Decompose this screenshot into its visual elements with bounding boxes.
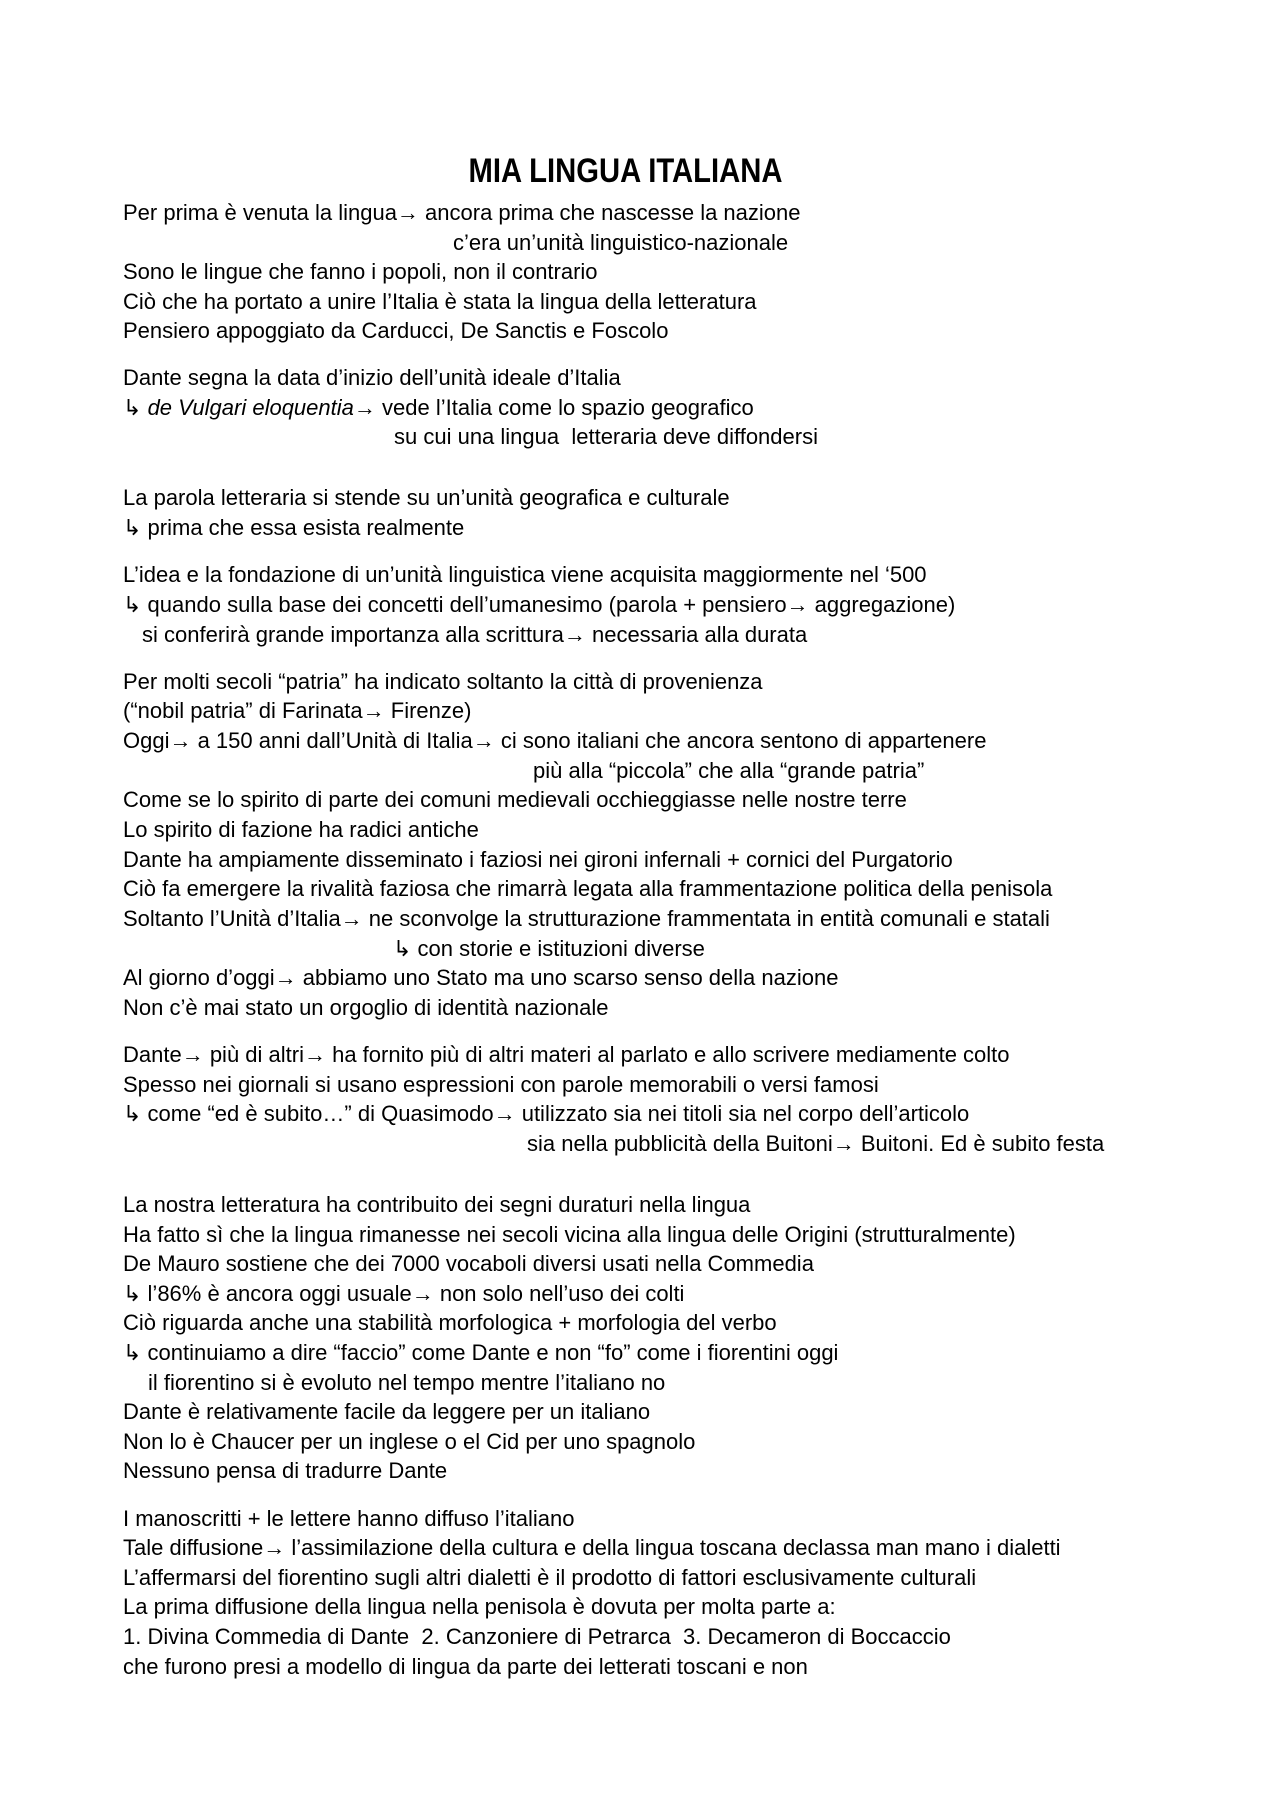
text-line: L’idea e la fondazione di un’unità linguistica viene acquisita maggiormente nel ‘500 xyxy=(123,562,927,587)
text-line: più alla “piccola” che alla “grande patria” xyxy=(533,758,925,783)
text-line: Tale diffusione→ l’assimilazione della cultura e della lingua toscana declassa man mano i dialetti xyxy=(123,1535,1061,1560)
text-line: Dante→ più di altri→ ha fornito più di altri materi al parlato e allo scrivere mediamente colto xyxy=(123,1042,1010,1067)
text-fragment: → vede l’Italia come lo spazio geografico xyxy=(353,395,754,420)
text-line: Lo spirito di fazione ha radici antiche xyxy=(123,817,479,842)
text-line: Ciò che ha portato a unire l’Italia è stata la lingua della letteratura xyxy=(123,289,757,314)
text-line: Pensiero appoggiato da Carducci, De Sanctis e Foscolo xyxy=(123,318,669,343)
numbered-list-line: 1. Divina Commedia di Dante 2. Canzoniere di Petrarca 3. Decameron di Boccaccio xyxy=(123,1624,951,1649)
text-line: Sono le lingue che fanno i popoli, non il contrario xyxy=(123,259,598,284)
hook-arrow-icon: ↳ xyxy=(123,395,142,420)
text-line: ↳ prima che essa esista realmente xyxy=(123,515,465,540)
text-line: Ciò fa emergere la rivalità faziosa che rimarrà legata alla frammentazione politica della penisola xyxy=(123,876,1053,901)
book-title: de Vulgari eloquentia xyxy=(147,395,354,420)
text-line: su cui una lingua letteraria deve diffondersi xyxy=(394,424,818,449)
text-line: Dante segna la data d’inizio dell’unità ideale d’Italia xyxy=(123,365,621,390)
text-line: che furono presi a modello di lingua da parte dei letterati toscani e non xyxy=(123,1654,808,1679)
text-line: Spesso nei giornali si usano espressioni con parole memorabili o versi famosi xyxy=(123,1072,879,1097)
text-line: Dante è relativamente facile da leggere per un italiano xyxy=(123,1399,651,1424)
text-line: Dante ha ampiamente disseminato i faziosi nei gironi infernali + cornici del Purgatorio xyxy=(123,847,953,872)
text-line: La prima diffusione della lingua nella penisola è dovuta per molta parte a: xyxy=(123,1594,836,1619)
text-line: ↳ continuiamo a dire “faccio” come Dante e non “fo” come i fiorentini oggi xyxy=(123,1340,839,1365)
text-line: Al giorno d’oggi→ abbiamo uno Stato ma uno scarso senso della nazione xyxy=(123,965,839,990)
text-line: Nessuno pensa di tradurre Dante xyxy=(123,1458,448,1483)
text-line: Oggi→ a 150 anni dall’Unità di Italia→ ci sono italiani che ancora sentono di appartenere xyxy=(123,728,987,753)
text-line xyxy=(123,394,754,422)
text-line: I manoscritti + le lettere hanno diffuso l’italiano xyxy=(123,1506,575,1531)
text-line: il fiorentino si è evoluto nel tempo mentre l’italiano no xyxy=(148,1370,666,1395)
text-line: Per prima è venuta la lingua→ ancora prima che nascesse la nazione xyxy=(123,200,801,225)
text-line: De Mauro sostiene che dei 7000 vocaboli diversi usati nella Commedia xyxy=(123,1251,814,1276)
text-line: ↳ con storie e istituzioni diverse xyxy=(393,936,705,961)
text-line: si conferirà grande importanza alla scrittura→ necessaria alla durata xyxy=(142,622,808,647)
text-line: ↳ quando sulla base dei concetti dell’umanesimo (parola + pensiero→ aggregazione) xyxy=(123,592,956,617)
text-line: La nostra letteratura ha contribuito dei segni duraturi nella lingua xyxy=(123,1192,751,1217)
text-line: Ciò riguarda anche una stabilità morfologica + morfologia del verbo xyxy=(123,1310,777,1335)
text-line: L’affermarsi del fiorentino sugli altri dialetti è il prodotto di fattori esclusivamente culturali xyxy=(123,1565,977,1590)
text-line: (“nobil patria” di Farinata→ Firenze) xyxy=(123,698,472,723)
text-line: Non c’è mai stato un orgoglio di identità nazionale xyxy=(123,995,609,1020)
text-line: Per molti secoli “patria” ha indicato soltanto la città di provenienza xyxy=(123,669,763,694)
text-line: c’era un’unità linguistico-nazionale xyxy=(453,230,789,255)
text-line: La parola letteraria si stende su un’unità geografica e culturale xyxy=(123,485,730,510)
text-line: Come se lo spirito di parte dei comuni medievali occhieggiasse nelle nostre terre xyxy=(123,787,907,812)
text-line: Soltanto l’Unità d’Italia→ ne sconvolge la strutturazione frammentata in entità comunali e statali xyxy=(123,906,1050,931)
page-title: MIA LINGUA ITALIANA xyxy=(468,152,783,190)
text-line: ↳ l’86% è ancora oggi usuale→ non solo nell’uso dei colti xyxy=(123,1281,685,1306)
text-line: sia nella pubblicità della Buitoni→ Buitoni. Ed è subito festa xyxy=(527,1131,1105,1156)
text-line: Ha fatto sì che la lingua rimanesse nei secoli vicina alla lingua delle Origini (strutturalmente) xyxy=(123,1222,1016,1247)
text-line: ↳ come “ed è subito…” di Quasimodo→ utilizzato sia nei titoli sia nel corpo dell’articolo xyxy=(123,1101,970,1126)
text-line: Non lo è Chaucer per un inglese o el Cid per uno spagnolo xyxy=(123,1429,696,1454)
